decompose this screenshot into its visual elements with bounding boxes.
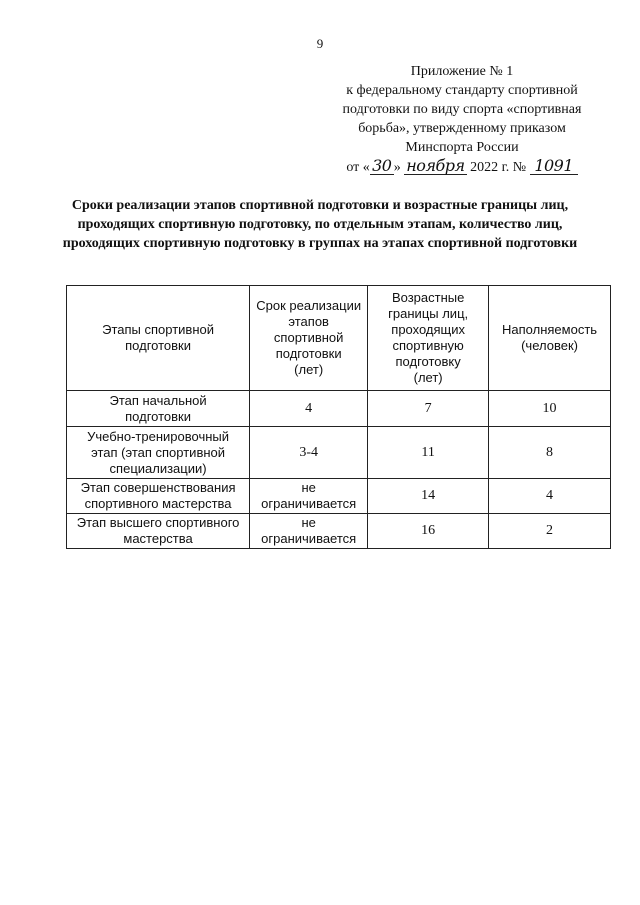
table-header-row [67,286,611,391]
table-row [67,514,611,549]
duration-cell: не ограничивается [250,479,368,514]
group-size-cell: 8 [489,427,611,479]
appendix-line: к федеральному стандарту спортивной [346,83,578,98]
group-size-cell: 4 [489,479,611,514]
table-row [67,479,611,514]
stage-name-cell: Учебно-тренировочный этап (этап спортивной специализации) [67,427,250,479]
page-number: 9 [316,36,324,51]
stage-name-cell: Этап высшего спортивного мастерства [67,514,250,549]
age-cell: 11 [368,427,489,479]
table-row [67,391,611,427]
header-stages: Этапы спортивной подготовки [67,286,250,391]
appendix-line: борьба», утвержденному приказом [358,121,566,136]
header-age-limits: Возрастные границы лиц, проходящих спортивную подготовку (лет) [368,286,489,391]
age-cell: 14 [368,479,489,514]
handwritten-month: ноября [406,156,465,175]
order-quote-close: » [393,160,401,175]
duration-cell: не ограничивается [250,514,368,549]
document-title: Сроки реализации этапов спортивной подготовки и возрастные границы лиц, проходящих спортивную подготовку, по отдельным этапам, количество лиц, проходящих спортивную подготовку в группах на этапах спортивной подготовки [62,198,578,251]
table-row [67,427,611,479]
appendix-block [330,62,594,177]
stage-name-cell: Этап начальной подготовки [67,391,250,427]
group-size-cell: 10 [489,391,611,427]
order-prefix: от « [346,160,370,175]
handwritten-order-number: 1091 [530,158,578,175]
age-cell: 7 [368,391,489,427]
appendix-title: Приложение № 1 [410,64,514,79]
order-year: 2022 г. № [470,160,527,175]
duration-cell: 4 [250,391,368,427]
order-date-line [330,158,594,177]
stages-table [66,285,611,549]
handwritten-day: 30 [370,158,394,175]
header-group-size: Наполняемость (человек) [489,286,611,391]
group-size-cell: 2 [489,514,611,549]
appendix-line: Минспорта России [405,140,519,155]
header-duration: Срок реализации этапов спортивной подготовки (лет) [250,286,368,391]
duration-cell: 3-4 [250,427,368,479]
stage-name-cell: Этап совершенствования спортивного мастерства [67,479,250,514]
appendix-line: подготовки по виду спорта «спортивная [342,102,582,117]
age-cell: 16 [368,514,489,549]
